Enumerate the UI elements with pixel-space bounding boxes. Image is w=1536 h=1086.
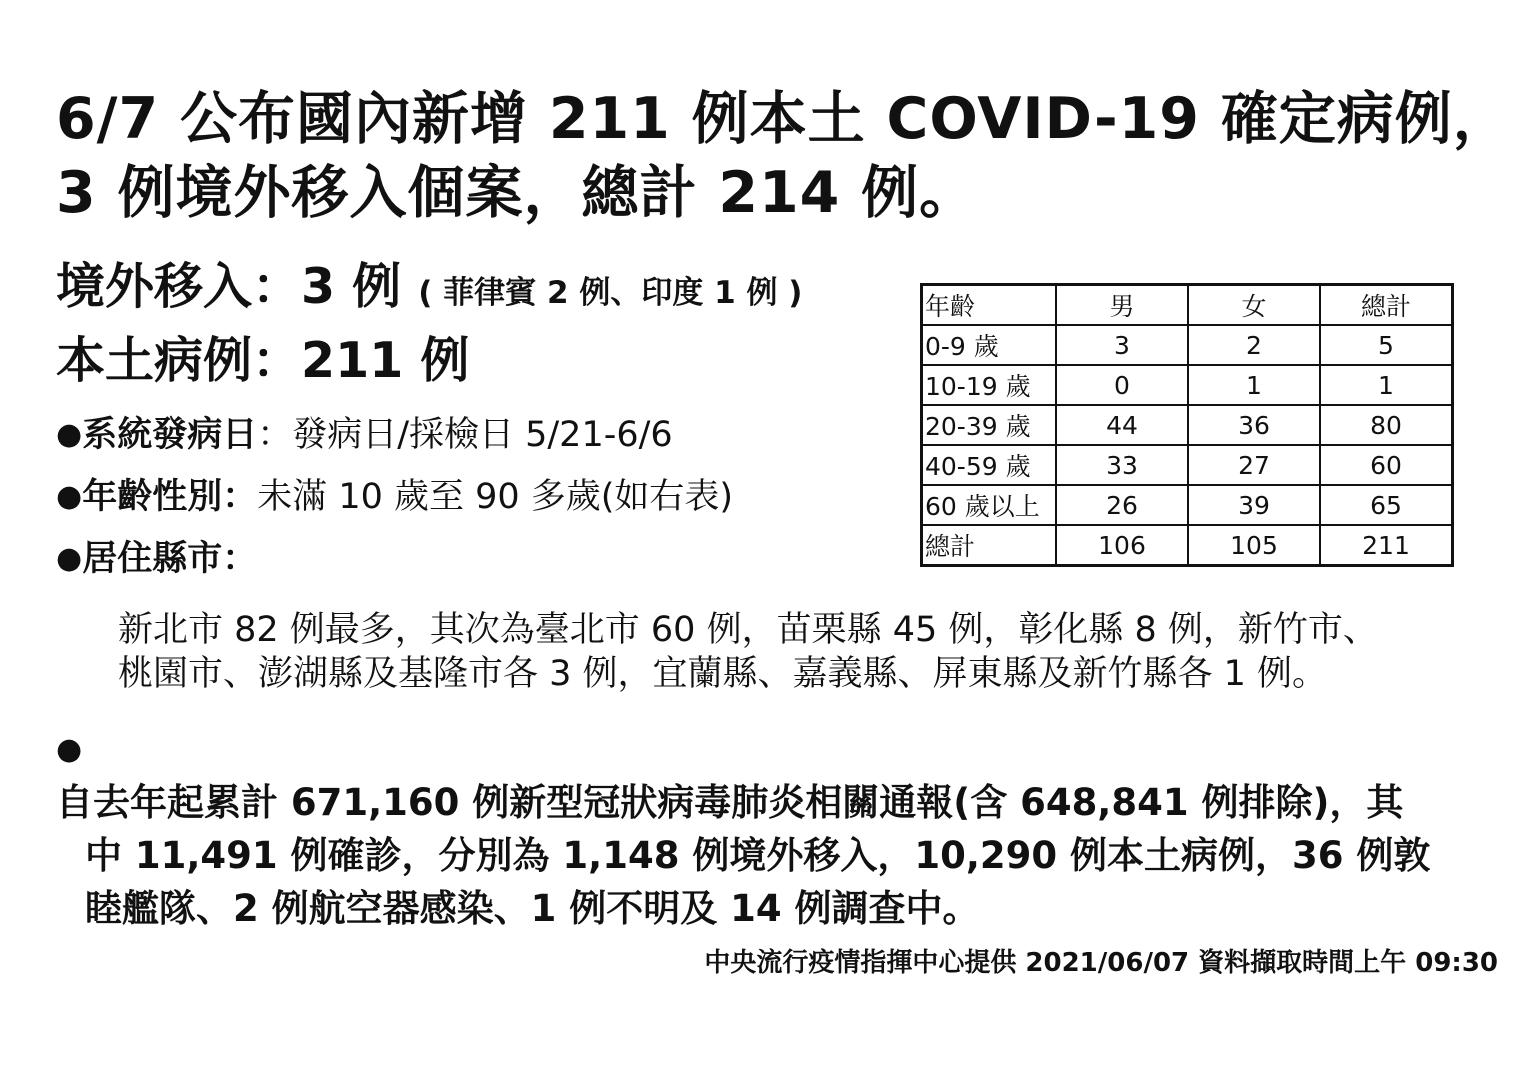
local-cases-label: 本土病例：211 例 xyxy=(56,332,470,389)
cumulative-summary xyxy=(56,723,1516,935)
table-cell: 2 xyxy=(1188,325,1320,365)
bullet-dot-icon: ● xyxy=(56,479,83,514)
cumulative-line-1 xyxy=(56,723,1516,829)
table-row xyxy=(922,365,1453,405)
table-cell: 10-19 歲 xyxy=(922,365,1057,405)
county-bullet xyxy=(56,536,257,582)
onset-bullet xyxy=(56,412,673,458)
table-cell: 1 xyxy=(1188,365,1320,405)
county-breakdown xyxy=(118,608,1518,696)
imported-cases-label: 境外移入：3 例 xyxy=(56,258,402,315)
age-gender-label: 年齡性別： xyxy=(82,477,258,517)
table-cell: 5 xyxy=(1320,325,1453,365)
table-cell: 60 歲以上 xyxy=(922,485,1057,525)
table-cell: 44 xyxy=(1056,405,1188,445)
table-row xyxy=(922,405,1453,445)
table-header-row xyxy=(922,285,1453,326)
cumulative-line-3: 睦艦隊、2 例航空器感染、1 例不明及 14 例調查中。 xyxy=(85,887,980,930)
table-header-cell: 女 xyxy=(1188,285,1320,326)
table-row xyxy=(922,485,1453,525)
headline-line-1: 6/7 公布國內新增 211 例本土 COVID-19 確定病例， xyxy=(56,86,1511,152)
table-cell: 0-9 歲 xyxy=(922,325,1057,365)
onset-value: ：發病日/採檢日 5/21-6/6 xyxy=(257,415,673,455)
cumulative-line-2: 中 11,491 例確診，分別為 1,148 例境外移入，10,290 例本土病例，36 例敦 xyxy=(85,834,1431,877)
table-cell: 27 xyxy=(1188,445,1320,485)
table-cell: 106 xyxy=(1056,525,1188,566)
table-cell: 60 xyxy=(1320,445,1453,485)
table-cell: 20-39 歲 xyxy=(922,405,1057,445)
headline-line-2: 3 例境外移入個案，總計 214 例。 xyxy=(56,160,978,226)
table-cell: 211 xyxy=(1320,525,1453,566)
table-cell: 0 xyxy=(1056,365,1188,405)
county-label: 居住縣市： xyxy=(82,539,258,579)
imported-cases-detail: ( 菲律賓 2 例、印度 1 例 ) xyxy=(418,275,803,311)
county-line-2: 桃園市、澎湖縣及基隆市各 3 例，宜蘭縣、嘉義縣、屏東縣及新竹縣各 1 例。 xyxy=(118,654,1328,694)
table-cell: 65 xyxy=(1320,485,1453,525)
onset-label: 系統發病日 xyxy=(82,415,258,455)
imported-cases-line xyxy=(56,257,802,323)
table-header-cell: 總計 xyxy=(1320,285,1453,326)
table-cell: 105 xyxy=(1188,525,1320,566)
table-row xyxy=(922,325,1453,365)
table-cell: 1 xyxy=(1320,365,1453,405)
bullet-dot-icon: ● xyxy=(56,417,83,452)
table-cell: 26 xyxy=(1056,485,1188,525)
source-footer: 中央流行疫情指揮中心提供 2021/06/07 資料擷取時間上午 09:30 xyxy=(704,948,1498,978)
table-cell: 3 xyxy=(1056,325,1188,365)
headline xyxy=(56,82,1511,230)
table-header-cell: 男 xyxy=(1056,285,1188,326)
county-line-1: 新北市 82 例最多，其次為臺北市 60 例，苗栗縣 45 例，彰化縣 8 例，新竹市、 xyxy=(118,610,1378,650)
table-total-row xyxy=(922,525,1453,566)
table-cell: 總計 xyxy=(922,525,1057,566)
cumulative-text-1: 自去年起累計 671,160 例新型冠狀病毒肺炎相關通報(含 648,841 例排除)，其 xyxy=(56,781,1404,824)
table-cell: 80 xyxy=(1320,405,1453,445)
age-gender-table xyxy=(920,283,1454,567)
bullet-dot-icon: ● xyxy=(56,541,83,576)
table-header-cell: 年齡 xyxy=(922,285,1057,326)
table-cell: 39 xyxy=(1188,485,1320,525)
age-gender-bullet xyxy=(56,474,733,520)
table-cell: 40-59 歲 xyxy=(922,445,1057,485)
local-cases-line xyxy=(56,331,469,391)
age-gender-value: 未滿 10 歲至 90 多歲(如右表) xyxy=(257,477,734,517)
table-cell: 36 xyxy=(1188,405,1320,445)
table-row xyxy=(922,445,1453,485)
table-cell: 33 xyxy=(1056,445,1188,485)
bullet-dot-icon: ● xyxy=(56,732,83,767)
